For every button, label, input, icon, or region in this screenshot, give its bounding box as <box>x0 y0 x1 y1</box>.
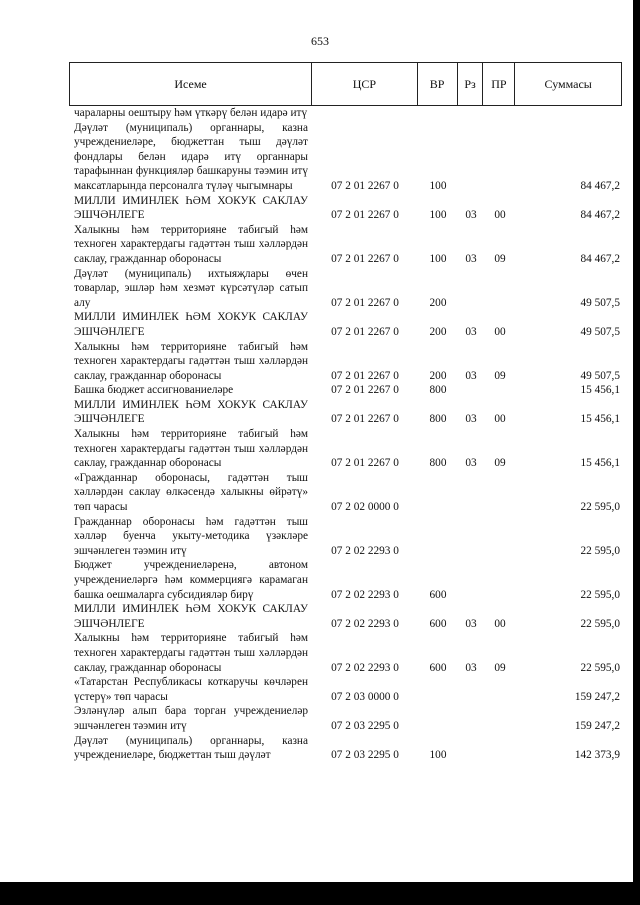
row-name: Халыкны һәм территорияне табигый һәм техноген характердагы гадәттән тыш хәлләрдән саклау, гражданнар оборонасы <box>74 428 308 470</box>
row-name: МИЛЛИ ИМИНЛЕК ҺӘМ ХОКУК САКЛАУ ЭШЧӘНЛЕГЕ <box>74 194 308 222</box>
row-csr: 07 2 02 2293 0 <box>331 588 399 601</box>
row-sum: 49 507,5 <box>580 296 620 309</box>
table-row <box>69 558 622 602</box>
table-body <box>69 106 622 763</box>
header-sum: Суммасы <box>544 76 592 91</box>
page-number: 653 <box>311 34 329 48</box>
table-row <box>69 121 622 194</box>
row-sum: 159 247,2 <box>574 719 620 732</box>
row-name: Башка бюджет ассигнованиеләре <box>74 384 234 397</box>
header-name: Исеме <box>70 63 312 105</box>
table-row <box>69 267 622 311</box>
row-rz <box>458 734 484 763</box>
row-vr <box>418 515 458 559</box>
row-rz: 03 <box>465 413 477 426</box>
row-sum: 84 467,2 <box>580 252 620 265</box>
row-pr: 09 <box>494 661 506 674</box>
row-vr: 200 <box>429 296 447 309</box>
header-csr: ЦСР <box>312 63 418 105</box>
row-sum: 159 247,2 <box>574 690 620 703</box>
row-vr: 100 <box>429 252 447 265</box>
row-sum: 22 595,0 <box>580 501 620 514</box>
table-row <box>69 310 622 339</box>
row-name: Бюджет учреждениеләренә, автоном учреждениеләргә һәм коммерциягә карамаган башка оешмаларга субсидияләр бирү <box>74 559 308 601</box>
row-vr <box>418 471 458 515</box>
row-name: Халыкны һәм территорияне табигый һәм техноген характердагы гадәттән тыш хәлләрдән саклау, гражданнар оборонасы <box>74 340 308 382</box>
row-name: Гражданнар оборонасы һәм гадәттән тыш хәлләр буенча укыту-методика үзәкләре эшчәнлеген тәэмин итү <box>74 515 308 557</box>
row-rz <box>458 267 484 311</box>
row-pr <box>484 515 516 559</box>
budget-table <box>69 62 622 763</box>
row-vr: 800 <box>429 384 447 397</box>
row-csr: 07 2 01 2267 0 <box>331 413 399 426</box>
row-pr: 09 <box>494 252 506 265</box>
row-vr: 600 <box>429 661 447 674</box>
row-rz <box>458 515 484 559</box>
row-csr: 07 2 01 2267 0 <box>331 369 399 382</box>
table-row <box>69 734 622 763</box>
table-row <box>69 106 622 121</box>
row-csr: 07 2 02 2293 0 <box>331 617 399 630</box>
table-row <box>69 602 622 631</box>
header-pr: ПР <box>483 63 515 105</box>
row-sum: 22 595,0 <box>580 544 620 557</box>
row-csr: 07 2 03 0000 0 <box>331 690 399 703</box>
row-pr <box>484 734 516 763</box>
row-sum: 84 467,2 <box>580 209 620 222</box>
row-rz <box>458 383 484 398</box>
row-rz: 03 <box>465 209 477 222</box>
row-vr: 600 <box>429 617 447 630</box>
row-pr <box>484 558 516 602</box>
table-row <box>69 194 622 223</box>
row-rz <box>458 675 484 704</box>
header-rz: Рз <box>458 63 484 105</box>
row-rz <box>458 704 484 733</box>
row-vr: 800 <box>429 413 447 426</box>
row-csr: 07 2 01 2267 0 <box>331 296 399 309</box>
row-vr: 100 <box>429 179 447 192</box>
row-csr: 07 2 01 2267 0 <box>331 457 399 470</box>
row-rz: 03 <box>465 457 477 470</box>
table-row <box>69 340 622 384</box>
row-sum: 15 456,1 <box>580 457 620 470</box>
table-row <box>69 515 622 559</box>
table-row <box>69 704 622 733</box>
row-rz: 03 <box>465 252 477 265</box>
table-header <box>69 62 622 106</box>
row-vr <box>418 704 458 733</box>
table-row <box>69 675 622 704</box>
row-sum: 22 595,0 <box>580 661 620 674</box>
row-vr: 100 <box>429 749 447 762</box>
row-csr: 07 2 01 2267 0 <box>331 325 399 338</box>
row-rz: 03 <box>465 661 477 674</box>
row-name: МИЛЛИ ИМИНЛЕК ҺӘМ ХОКУК САКЛАУ ЭШЧӘНЛЕГЕ <box>74 311 308 338</box>
row-vr: 800 <box>429 457 447 470</box>
row-vr: 600 <box>429 588 447 601</box>
row-pr <box>484 704 516 733</box>
row-name: Эзләнүләр алып бара торган учреждениеләр эшчәнлеген тәэмин итү <box>74 705 308 732</box>
row-pr <box>484 267 516 311</box>
scan-edge-right <box>633 0 640 905</box>
row-csr: 07 2 01 2267 0 <box>331 384 399 397</box>
row-name: МИЛЛИ ИМИНЛЕК ҺӘМ ХОКУК САКЛАУ ЭШЧӘНЛЕГЕ <box>74 398 308 426</box>
row-sum: 49 507,5 <box>580 369 620 382</box>
row-csr: 07 2 01 2267 0 <box>331 209 399 222</box>
row-name: «Татарстан Республикасы коткаручы көчләрен үстерү» төп чарасы <box>74 676 308 703</box>
row-rz: 03 <box>465 617 477 630</box>
row-rz: 03 <box>465 369 477 382</box>
row-name: Дәүләт (муниципаль) ихтыяҗлары өчен товарлар, эшләр һәм хезмәт күрсәтүләр сатып алу <box>74 267 308 309</box>
row-rz <box>458 121 484 194</box>
row-sum: 84 467,2 <box>580 179 620 192</box>
row-name: Дәүләт (муниципаль) органнары, казна учреждениеләре, бюджеттан тыш дәүләт фондлары белән идарә итү органнары тарафыннан функцияләр башкаруны тәэмин итү максатларында персоналга түләү чыгымнары <box>74 121 308 192</box>
row-pr <box>484 383 516 398</box>
table-row <box>69 631 622 675</box>
table-row <box>69 383 622 398</box>
row-sum <box>516 106 622 121</box>
row-sum: 15 456,1 <box>580 384 620 397</box>
row-csr: 07 2 02 2293 0 <box>331 661 399 674</box>
row-pr: 00 <box>494 325 506 338</box>
row-csr: 07 2 03 2295 0 <box>331 719 399 732</box>
row-vr: 100 <box>429 209 447 222</box>
table-row <box>69 223 622 267</box>
table-row <box>69 471 622 515</box>
row-name: Халыкны һәм территорияне табигый һәм техноген характердагы гадәттән тыш хәлләрдән саклау, гражданнар оборонасы <box>74 223 308 265</box>
row-pr <box>484 675 516 704</box>
row-vr <box>418 675 458 704</box>
row-pr: 00 <box>494 209 506 222</box>
row-pr <box>484 471 516 515</box>
row-vr <box>418 106 458 121</box>
row-rz <box>458 471 484 515</box>
row-pr: 00 <box>494 413 506 426</box>
row-pr <box>484 106 516 121</box>
scan-edge-bottom <box>0 882 640 905</box>
row-csr: 07 2 02 0000 0 <box>331 501 399 514</box>
row-rz <box>458 106 484 121</box>
row-csr: 07 2 02 2293 0 <box>331 544 399 557</box>
row-rz <box>458 558 484 602</box>
header-vr: ВР <box>418 63 458 105</box>
row-rz: 03 <box>465 325 477 338</box>
row-sum: 22 595,0 <box>580 588 620 601</box>
row-sum: 142 373,9 <box>574 749 620 762</box>
row-csr <box>312 106 418 121</box>
row-csr: 07 2 01 2267 0 <box>331 179 399 192</box>
row-pr: 09 <box>494 369 506 382</box>
row-csr: 07 2 03 2295 0 <box>331 749 399 762</box>
row-vr: 200 <box>429 369 447 382</box>
table-row <box>69 398 622 427</box>
row-pr: 09 <box>494 457 506 470</box>
row-name: МИЛЛИ ИМИНЛЕК ҺӘМ ХОКУК САКЛАУ ЭШЧӘНЛЕГЕ <box>74 603 308 630</box>
row-name: «Гражданнар оборонасы, гадәттән тыш хәлләрдән саклау өлкәсендә халыкны өйрәтү» төп чарасы <box>74 471 308 514</box>
row-sum: 49 507,5 <box>580 325 620 338</box>
row-name: чараларны оештыру һәм үткәрү белән идарә итү <box>74 107 308 119</box>
row-csr: 07 2 01 2267 0 <box>331 252 399 265</box>
row-vr: 200 <box>429 325 447 338</box>
row-pr <box>484 121 516 194</box>
row-pr: 00 <box>494 617 506 630</box>
row-sum: 15 456,1 <box>580 413 620 426</box>
row-sum: 22 595,0 <box>580 617 620 630</box>
row-name: Халыкны һәм территорияне табигый һәм техноген характердагы гадәттән тыш хәлләрдән саклау, гражданнар оборонасы <box>74 632 308 674</box>
row-name: Дәүләт (муниципаль) органнары, казна учреждениеләре, бюджеттан тыш дәүләт <box>74 734 308 762</box>
table-row <box>69 427 622 471</box>
